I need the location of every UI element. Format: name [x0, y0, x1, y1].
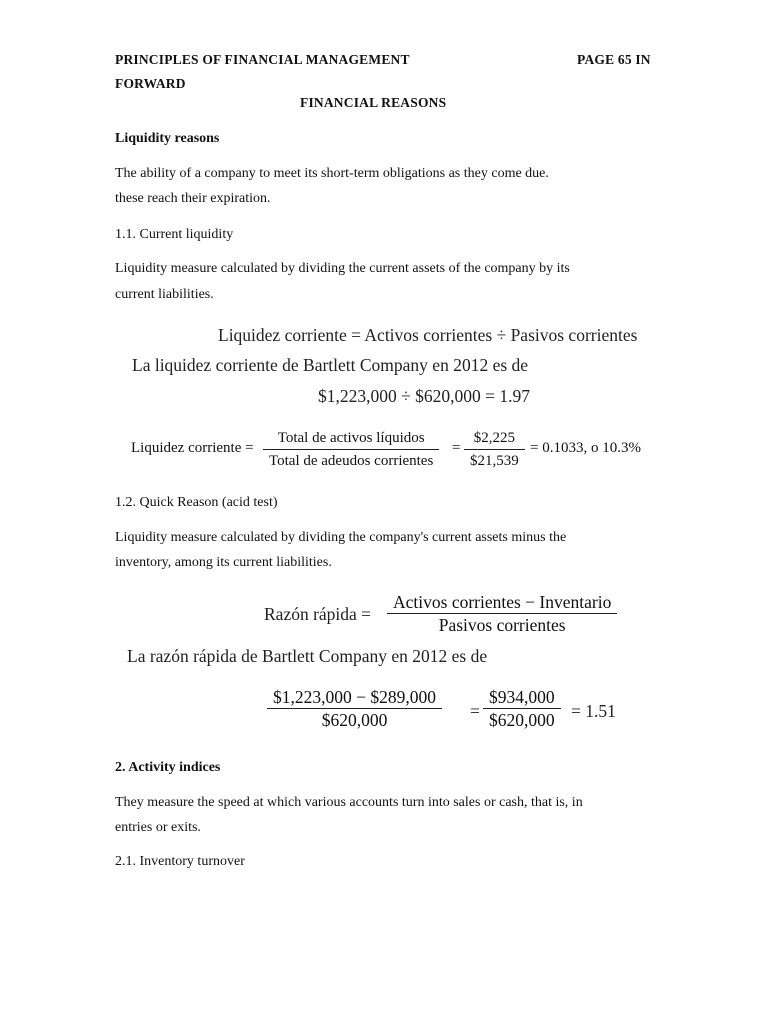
subheading-inventory-turnover: 2.1. Inventory turnover	[115, 854, 245, 869]
header-title-left-continued: FORWARD	[115, 76, 186, 91]
paragraph-line: entries or exits.	[115, 820, 201, 835]
quick-calc-equals: =	[470, 701, 480, 721]
formula2-numerator: Total de activos líquidos	[277, 430, 425, 446]
quick-calc-numerator: $1,223,000 − $289,000	[273, 687, 436, 707]
formula-calculation: $1,223,000 ÷ $620,000 = 1.97	[318, 386, 530, 406]
quick-formula-label: Razón rápida =	[264, 604, 372, 624]
paragraph-line: Liquidity measure calculated by dividing the current assets of the company by its	[115, 261, 570, 276]
quick-calc-value-denominator: $620,000	[489, 710, 555, 730]
paragraph-line: They measure the speed at which various accounts turn into sales or cash, that is, in	[115, 795, 583, 810]
section-heading-liquidity: Liquidity reasons	[115, 131, 220, 146]
formula2-result: = 0.1033, o 10.3%	[530, 440, 641, 456]
quick-calc-denominator: $620,000	[321, 710, 388, 730]
formula2-label: Liquidez corriente =	[131, 440, 254, 456]
formula2-value-fraction	[464, 427, 525, 472]
formula2-value-denominator: $21,539	[470, 453, 519, 469]
section-heading-activity: 2. Activity indices	[115, 760, 221, 775]
quick-formula-numerator: Activos corrientes − Inventario	[393, 592, 612, 612]
subheading-current-liquidity: 1.1. Current liquidity	[115, 227, 234, 242]
quick-calc-result: = 1.51	[571, 701, 616, 721]
paragraph-line: The ability of a company to meet its short-term obligations as they come due.	[115, 166, 549, 181]
paragraph-line: Liquidity measure calculated by dividing the company's current assets minus the	[115, 530, 567, 545]
page-title: FINANCIAL REASONS	[300, 95, 447, 110]
quick-formula-denominator: Pasivos corrientes	[438, 615, 566, 635]
quick-formula-fraction	[387, 591, 617, 636]
subheading-quick-reason: 1.2. Quick Reason (acid test)	[115, 495, 278, 510]
quick-example-text: La razón rápida de Bartlett Company en 2012 es de	[127, 646, 488, 666]
formula-example-text: La liquidez corriente de Bartlett Company en 2012 es de	[132, 355, 529, 375]
header-title-left: PRINCIPLES OF FINANCIAL MANAGEMENT	[115, 52, 410, 67]
formula2-denominator: Total de adeudos corrientes	[269, 453, 434, 469]
quick-calc-value-fraction	[483, 686, 561, 731]
formula2-equals: =	[452, 440, 461, 456]
paragraph-line: these reach their expiration.	[115, 191, 271, 206]
quick-calc-value-numerator: $934,000	[489, 687, 555, 707]
formula2-fraction	[263, 427, 439, 472]
paragraph-line: current liabilities.	[115, 287, 214, 302]
paragraph-line: inventory, among its current liabilities.	[115, 555, 332, 570]
quick-calc-fraction	[267, 686, 442, 731]
formula2-value-numerator: $2,225	[473, 430, 515, 446]
formula-current-liquidity: Liquidez corriente = Activos corrientes ÷ Pasivos corrientes	[218, 325, 638, 345]
header-page-number: PAGE 65 IN	[577, 52, 651, 67]
